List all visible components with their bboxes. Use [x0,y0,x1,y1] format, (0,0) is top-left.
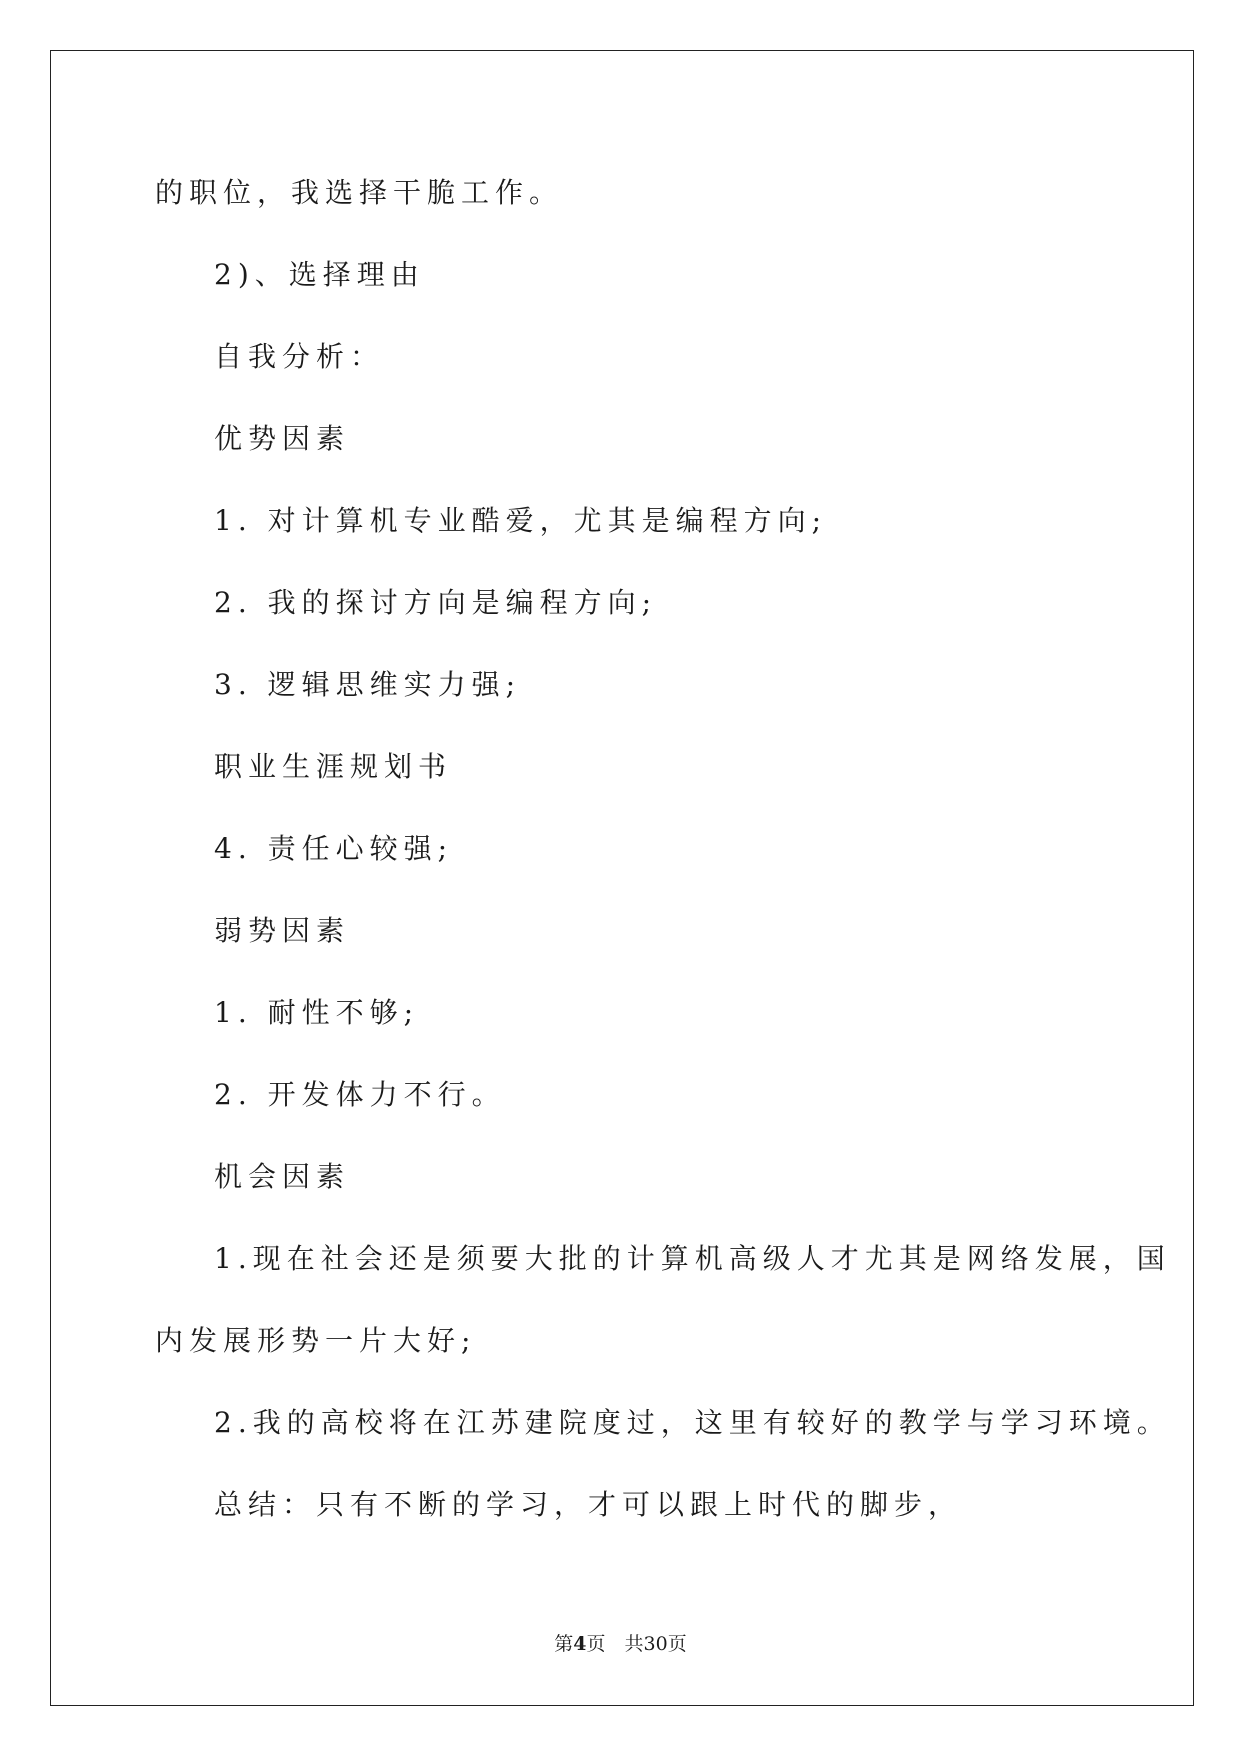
footer-page-number: 4 [573,1633,587,1655]
text-line: 的职位，我选择干脆工作。 [155,176,564,209]
section-heading: 弱势因素 [214,914,351,947]
text-line: 总结：只有不断的学习，才可以跟上时代的脚步， [214,1488,963,1521]
list-item: 4. 责任心较强; [214,832,454,865]
section-heading: 机会因素 [214,1160,351,1193]
list-item: 1.现在社会还是须要大批的计算机高级人才尤其是网络发展，国 [214,1242,1171,1275]
list-item: 3. 逻辑思维实力强; [214,668,522,701]
list-item: 2.我的高校将在江苏建院度过，这里有较好的教学与学习环境。 [214,1406,1171,1439]
page-footer [0,1632,1241,1656]
text-line: 自我分析： [214,340,385,373]
footer-prefix: 第 [554,1633,574,1655]
footer-mid: 页 共 [586,1633,644,1655]
text-line: 内发展形势一片大好; [155,1324,477,1357]
list-item: 2. 我的探讨方向是编程方向; [214,586,658,619]
footer-total-pages: 30 [643,1633,668,1655]
list-item: 2. 开发体力不行。 [214,1078,506,1111]
text-line: 职业生涯规划书 [214,750,453,783]
section-heading: 优势因素 [214,422,351,455]
list-item: 1. 对计算机专业酷爱，尤其是编程方向; [214,504,828,537]
page-border [50,50,1194,1706]
footer-suffix: 页 [667,1633,687,1655]
text-line: 2)、选择理由 [214,258,425,291]
list-item: 1. 耐性不够; [214,996,420,1029]
